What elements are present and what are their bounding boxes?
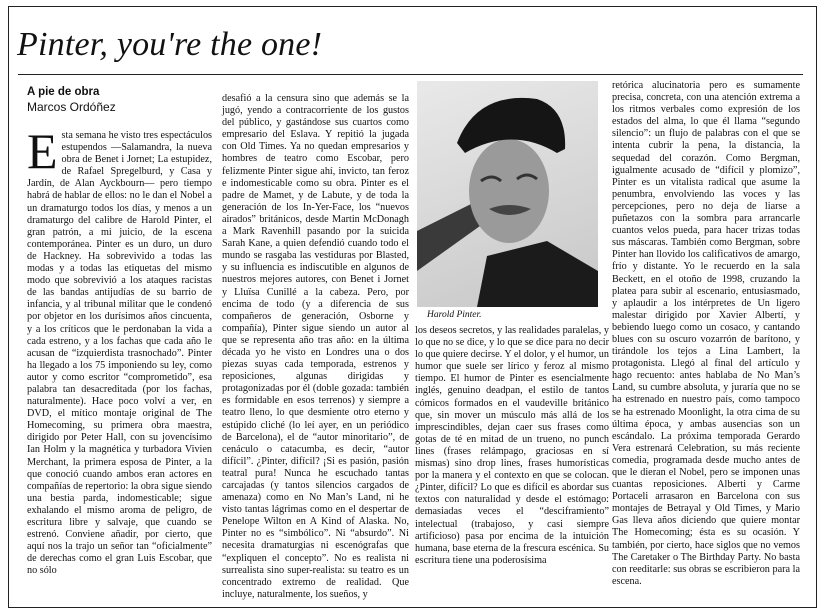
section-label: A pie de obra xyxy=(27,86,100,98)
headline: Pinter, you're the one! xyxy=(17,26,323,63)
column-2-text: desafió a la censura sino que además se la jugó, yendo a contracorriente de los gustos del público, y gastándose sus cuartos como empresario del Eslava. Y repitió la jugada con Old Times. Ya no quedan empresarios y hombres de teatro como Escobar, pero felizmente Pinter sigue ahí, invicto, tan feroz e indomesticable como su obra. Pinter es el padre de Mamet, y de Labute, y de toda la generación de los In-Yer-Face, los “nuevos airados” británicos, desde Martin McDonagh a Mark Ravenhill pasando por la suicida Sarah Kane, a quien defendió cuando todo el mundo se rasgaba las vestiduras por Blasted, y su influencia es indiscutible en algunos de nuestros mejores autores, con Benet i Jornet y Lluïsa Cunillé a la cabeza. Pero, por encima de todo (y a diferencia de sus compañeros de generación, Osborne y compañía), Pinter sigue siendo un autor al que se representa año tras año: en la última década yo he visto en Londres una o dos piezas suyas cada temporada, estrenos y reposiciones, algunas dirigidas y protagonizadas por él (doble gozada: también es formidable en esos terrenos) y siempre a teatro lleno, lo que desmiente otro eterno y estúpido cliché (lo leí ayer, en un periódico de Barcelona), el de “autor minoritario”, de cenáculo o catacumba, es decir, “autor difícil”. ¿Pinter, difícil? ¡Si es pasión, pasión teatral pura! Nunca he escuchado tantas carcajadas (y tantos silencios cargados de amenaza) como en No Man’s Land, ni he visto tantas lágrimas como en el despertar de Penelope Wilton en A Kind of Alaska. No, Pinter no es “simbólico”. Ni “absurdo”. Ni necesita dramaturgias ni escenógrafas que “expliquen el concepto”. No es realista ni surrealista sino super-realista: su teatro es un concentrado extremo de realidad. Que incluye, naturalmente, los sueños, y xyxy=(222,93,409,600)
article-column-1 xyxy=(27,123,213,595)
headline-rule xyxy=(18,74,803,75)
drop-cap: E xyxy=(27,123,58,179)
photo-caption: Harold Pinter. xyxy=(427,310,482,320)
portrait-illustration xyxy=(417,81,598,307)
article-column-4 xyxy=(612,80,800,600)
column-1-text: sta semana he visto tres espectáculos estupendos —Salamandra, la nueva obra de Benet i Jornet; La estupidez, de Rafael Spregelburd, y Casa y Jardín, de Alan Ayckbourn— pero tiempo habrá de hablar de ellos: no le dan el Nobel a un dramaturgo todos los días, y menos a un dramaturgo del calibre de Harold Pinter, el gran patrón, a mi juicio, de la escena contemporánea. Pinter es un duro, un duro de Hackney. Ha sobrevivido a todas las modas y a todas las etiquetas del mismo modo que sobrevivió a los ataques racistas de las bandas antijudías de su barrio de infancia, y al tribunal militar que le condenó por objetor en los durísimos años cincuenta, y a los críticos que le perdonaban la vida a cada estreno, y a los fachas que cada año le acusan de “izquierdista trasnochado”. Pinter ha llegado a los 75 imponiendo su ley, como autor y como escritor “comprometido”, esa palabra tan desacreditada (por los fachas, naturalmente). Hace poco volví a ver, en DVD, el mítico montaje original de The Homecoming, su primera obra maestra, dirigido por Peter Hall, con su jovencísimo Ian Holm y la magnética y turbadora Vivien Merchant, la primera esposa de Pinter, a la que conoció cuando ambos eran actores en compañías de repertorio: la obra sigue siendo una bestia parda, indomesticable; sigue exhalando el mismo aroma de peligro, de escritura libre y salvaje, que cuando se estrenó. Conviene añadir, por cierto, que aquí nos la trajo un señor tan “oficialmente” de derechas como el gran Luis Escobar, que no sólo xyxy=(27,130,213,577)
author-byline: Marcos Ordóñez xyxy=(27,100,116,114)
harold-pinter-photo xyxy=(417,81,598,307)
column-3-text: los deseos secretos, y las realidades paralelas, y lo que no se dice, y lo que se dice para no decir lo que quiere decirse. Y el dolor, y el humor, un humor que suele ser lírico y feroz al mismo tiempo. El humor de Pinter es esencialmente inglés, genuino deadpan, el estilo de tantos cómicos formados en el vaudeville británico que, sin mover un músculo más allá de los imprescindibles, dejan caer sus frases como gotas de té en mitad de un trueno, no punch lines (frases relámpago, graciosas en sí mismas) sino drop lines, frases humorísticas por la manera y el contexto en que se colocan. ¿Pinter, difícil? Lo que es difícil es abordar sus textos con naturalidad y desde el estómago: demasiadas veces el “desciframiento” intelectual (trabajoso, y casi siempre artificioso) pasa por encima de la intuición humana, base eterna de la frescura escénica. Su escritura tiene una poderosísima xyxy=(415,325,609,566)
article-column-3 xyxy=(415,325,609,595)
column-4-text: retórica alucinatoria pero es sumamente precisa, concreta, con una atención extrema a los ritmos verbales como expresión de los estados del alma, lo que él llama “segundo silencio”: un flujo de palabras con el que se intenta cubrir la pena, la distancia, la sequedad del corazón. Como Bergman, igualmente acusado de “difícil y plomizo”, Pinter es un vitalista radical que asume la penumbra, envolviendo las voces y las percepciones, pero no deja de liarse a puñetazos con la sombra para arrancarle cuantos velos pueda, para hacer trizas todas sus máscaras. También como Bergman, sobre Pinter han llovido los calificativos de amargo, frío y distante. Yo le recuerdo en la sala Beckett, en el otoño de 1998, cruzando la platea para subir al escenario, entusiasmado, y aplaudir a los intérpretes de Un ligero malestar dirigido por Xavier Albertí, y bebiendo luego como un cosaco, y cantando blues con su oscuro vozarrón de barítono, y tirándole los tejos a Lina Lambert, la protagonista. Llegó al final del artículo y hago recuento: antes hablaba de No Man’s Land, su cumbre absoluta, y juraría que no se ha estrenado en nuestro país, como tampoco se ha estrenado Moonlight, la otra cima de su última época, y ambas ausencias son un escándalo. La próxima temporada Gerardo Vera estrenará Celebration, su más reciente comedia, programada desde mucho antes de que le dieran el Nobel, pero se imponen unas cuantas reposiciones. Alberti y Carme Portaceli arrasaron en Barcelona con sus montajes de Betrayal y Old Times, y Mario Gas lleva años diciendo que quiere montar The Homecoming; ésta es su ocasión. Y también, por cierto, hace siglos que no vemos The Caretaker o The Birthday Party. No basta con reeditarle: sus obras se escribieron para la escena. xyxy=(612,80,800,587)
article-column-2 xyxy=(222,93,409,600)
